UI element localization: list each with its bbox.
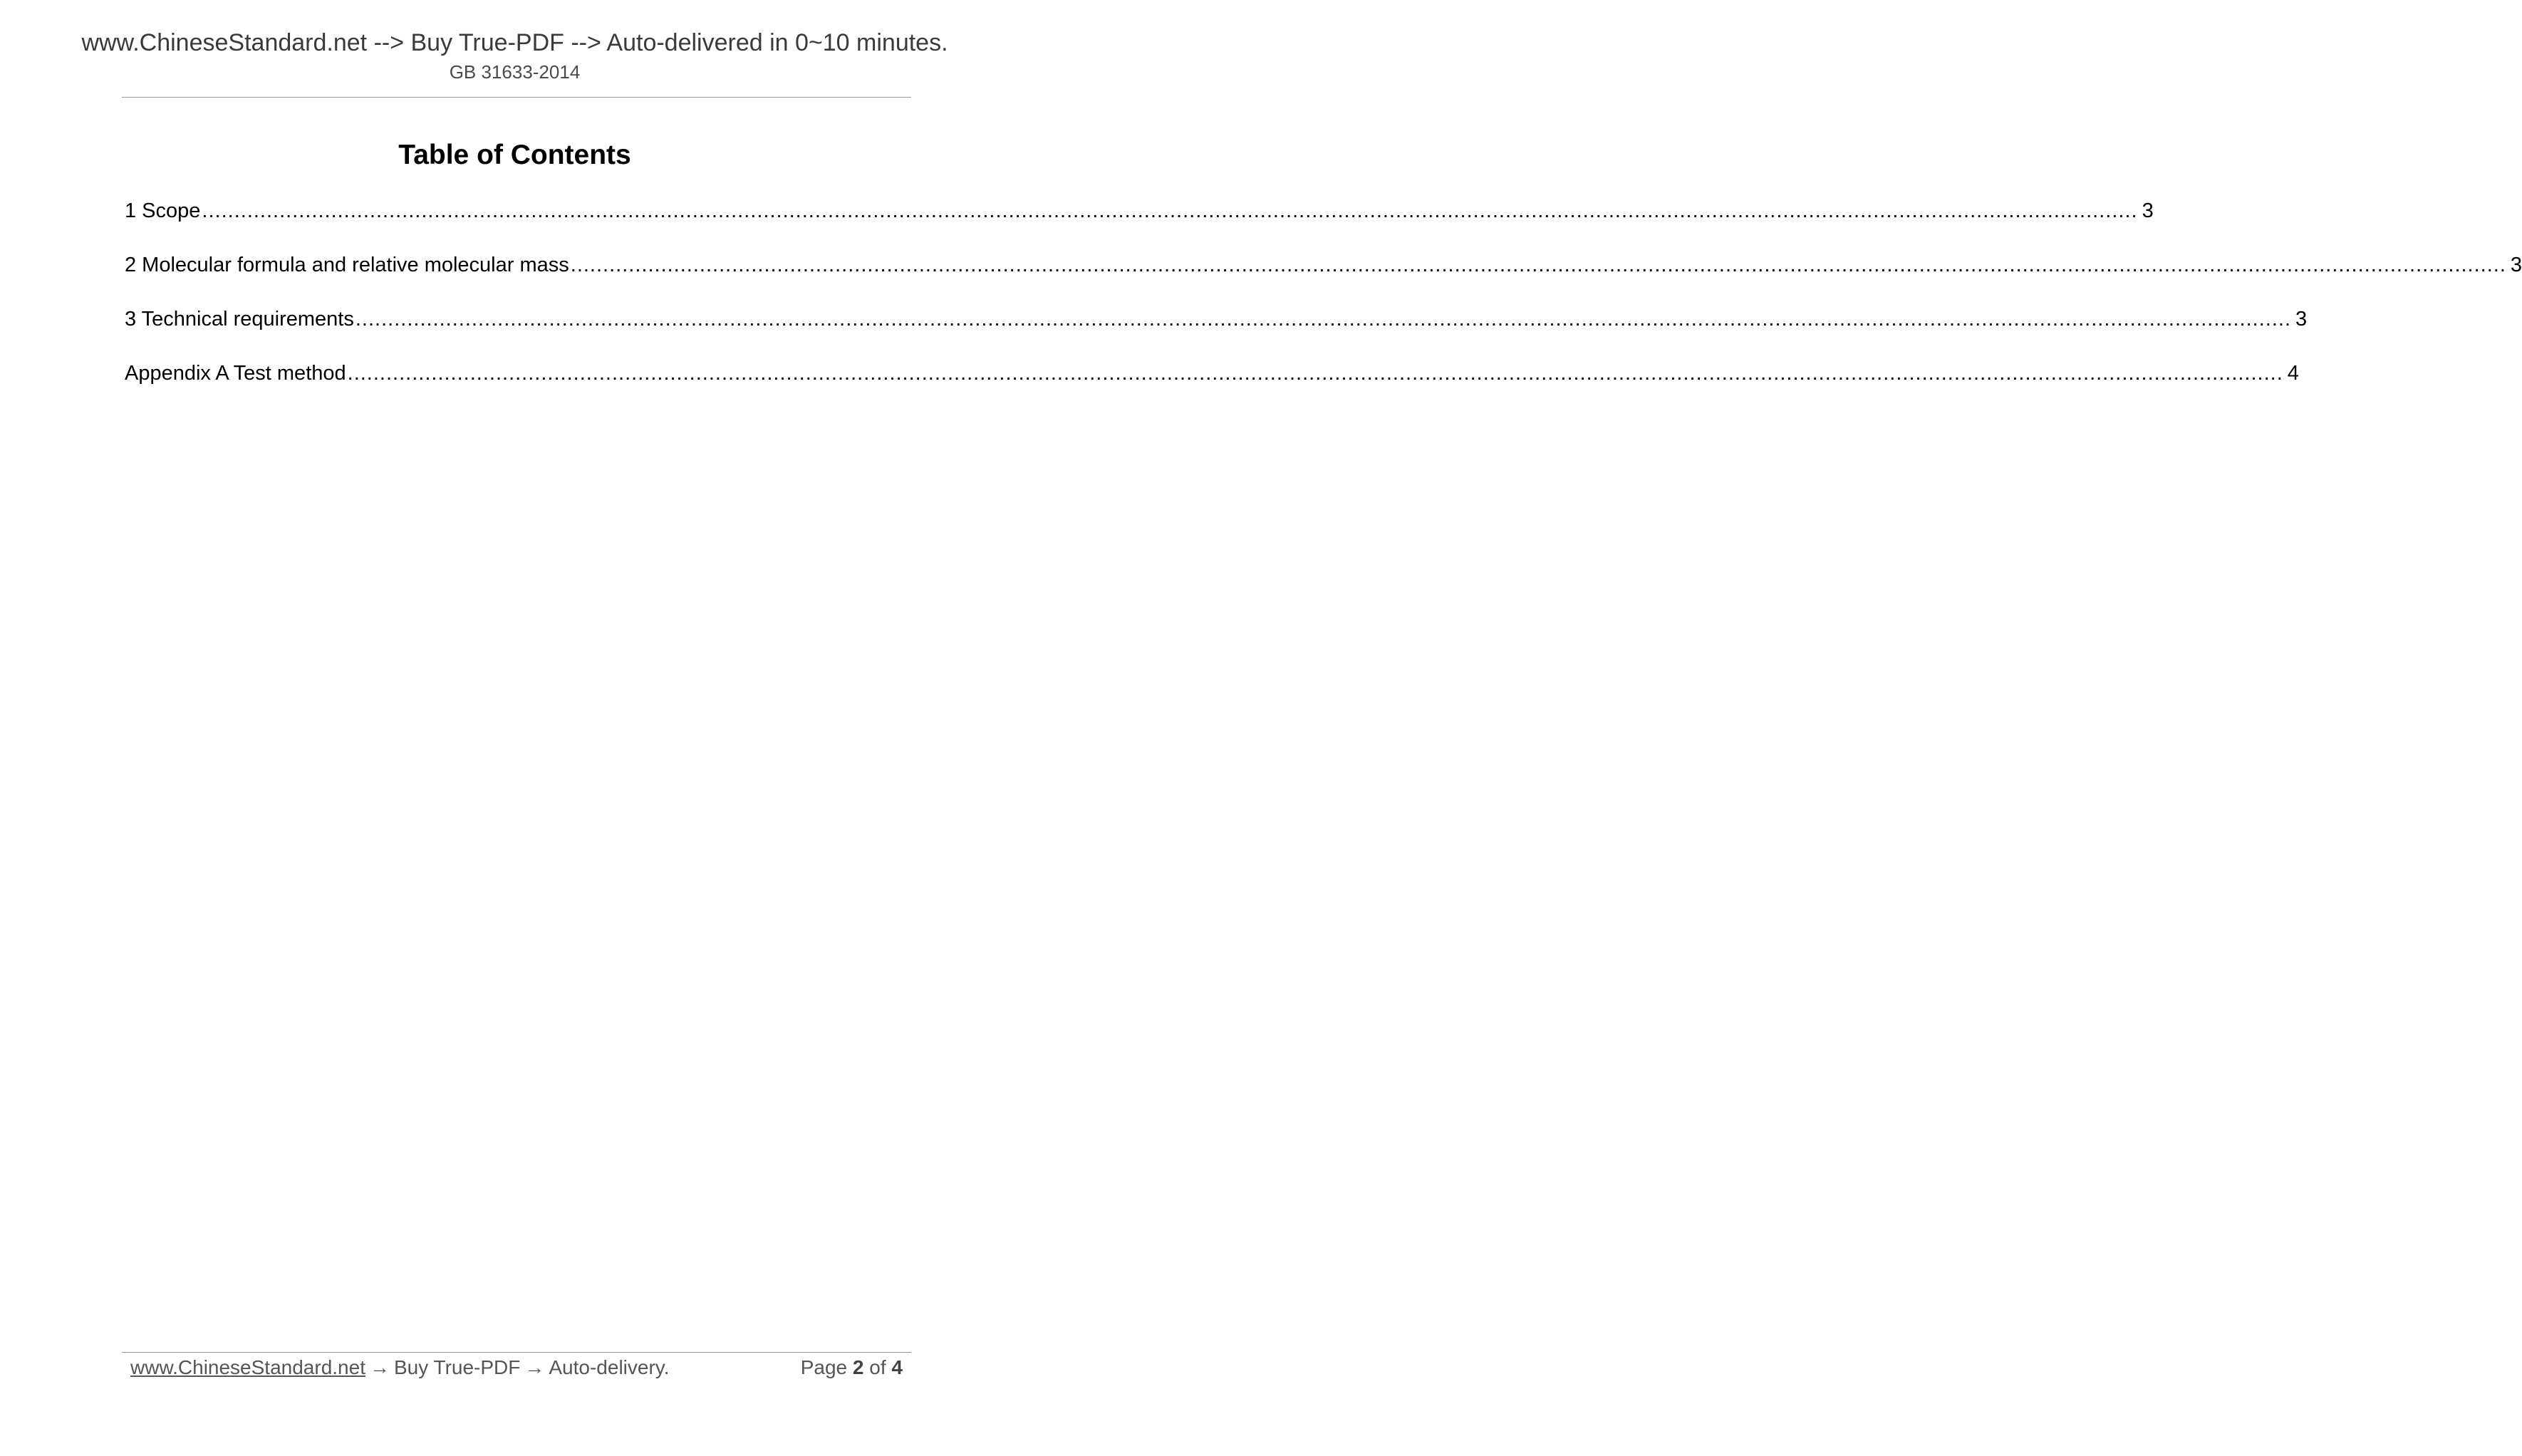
toc-entry-page: 3 <box>2510 254 2522 276</box>
page-footer <box>130 1353 903 1382</box>
arrow-right-icon: → <box>369 1356 390 1378</box>
toc-list <box>125 197 2522 413</box>
toc-entry[interactable] <box>125 251 2522 305</box>
footer-buy-text: Buy True-PDF <box>393 1356 521 1378</box>
footer-promo <box>130 1353 669 1382</box>
toc-title: Table of Contents <box>398 140 631 170</box>
page-header <box>0 27 1029 84</box>
toc-entry-label: 3 Technical requirements <box>125 308 354 331</box>
toc-entry[interactable] <box>125 359 2299 413</box>
toc-entry[interactable] <box>125 197 2154 251</box>
toc-entry-label: 2 Molecular formula and relative molecular mass <box>125 254 569 276</box>
toc-entry-page: 4 <box>2287 362 2299 385</box>
header-banner: www.ChineseStandard.net --> Buy True-PDF --> Auto-delivered in 0~10 minutes. <box>81 29 948 56</box>
footer-delivery-text: Auto-delivery. <box>549 1356 670 1378</box>
toc-leader-dots: ............................................................................................................................................................................................................................................................................................................ <box>202 199 2138 222</box>
toc-entry-page: 3 <box>2142 199 2154 222</box>
toc-entry-label: Appendix A Test method <box>125 362 346 385</box>
page-number <box>801 1353 903 1382</box>
page-word: Page <box>800 1356 848 1378</box>
toc-entry-page: 3 <box>2295 308 2308 331</box>
page-total: 4 <box>891 1356 903 1378</box>
toc-entry[interactable] <box>125 305 2308 359</box>
toc-leader-dots: ............................................................................................................................................................................................................................................................................................................ <box>355 308 2292 331</box>
footer-divider <box>122 1352 911 1353</box>
footer-site-link[interactable]: www.ChineseStandard.net <box>130 1356 365 1378</box>
standard-code: GB 31633-2014 <box>449 61 581 83</box>
toc-leader-dots: ............................................................................................................................................................................................................................................................................................................ <box>347 362 2283 385</box>
page-current: 2 <box>852 1356 864 1378</box>
of-word: of <box>869 1356 886 1378</box>
toc-entry-label: 1 Scope <box>125 199 201 222</box>
toc-leader-dots: ............................................................................................................................................................................................................................................................................................................ <box>570 254 2506 276</box>
header-divider <box>122 97 911 98</box>
arrow-right-icon: → <box>524 1356 545 1378</box>
